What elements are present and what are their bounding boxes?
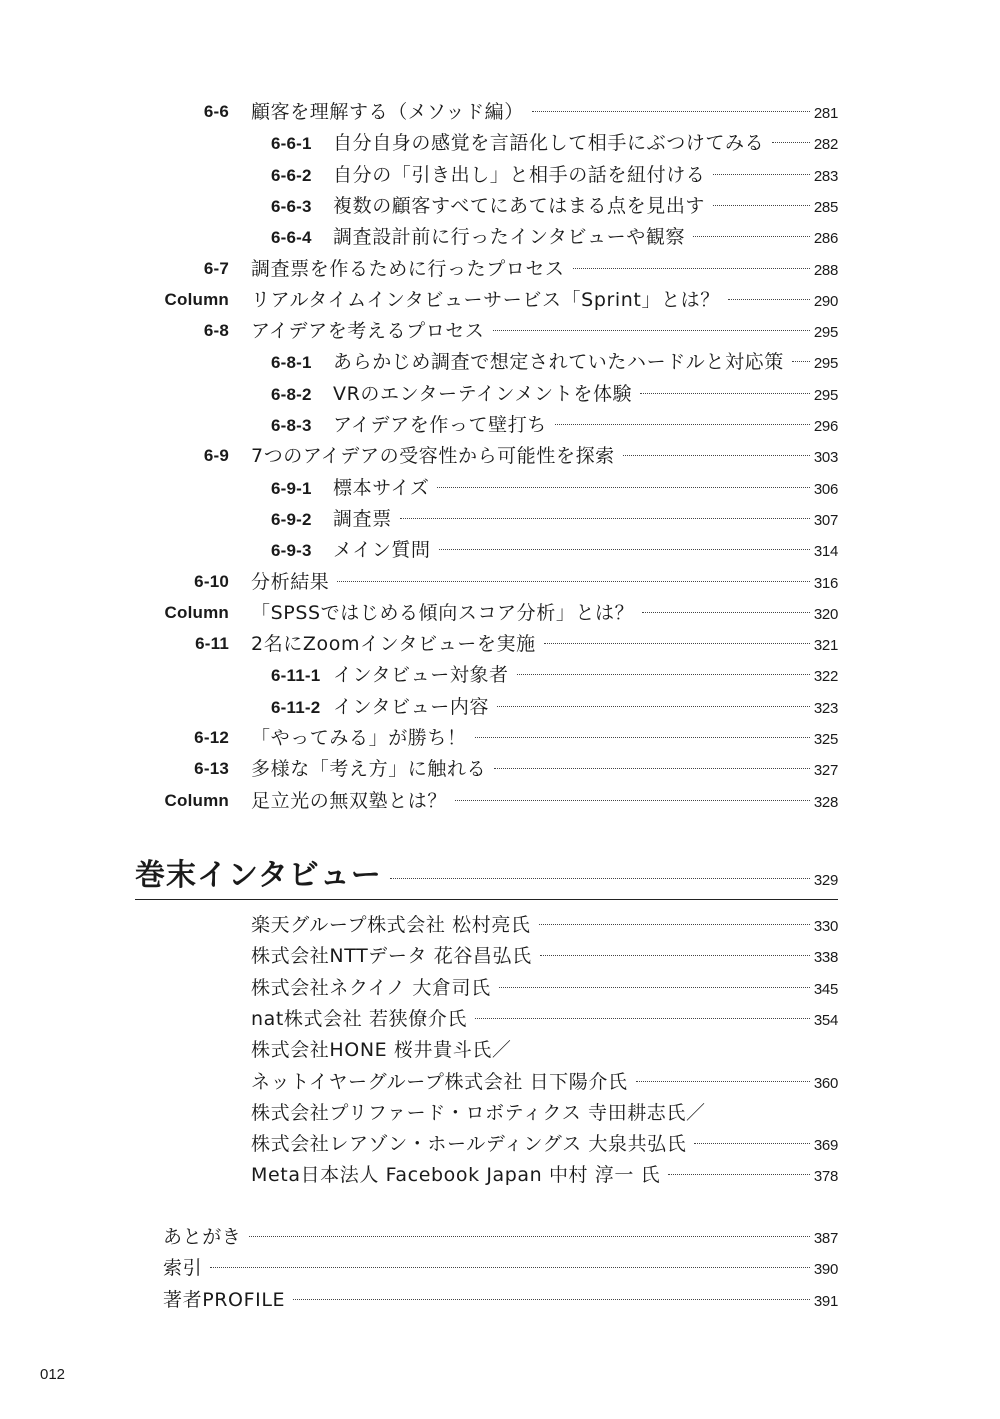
entry-title: 複数の顧客すべてにあてはまる点を見出す xyxy=(333,194,706,217)
section-number: 6-8-2 xyxy=(271,384,312,404)
page-number: 391 xyxy=(813,1292,838,1310)
page-number: 325 xyxy=(813,731,838,748)
toc-entry[interactable] xyxy=(203,254,838,284)
section-number: 6-12 xyxy=(194,728,229,747)
page-number: 345 xyxy=(813,980,838,998)
dot-leader xyxy=(539,924,810,925)
interview-entry[interactable] xyxy=(251,1129,838,1159)
entry-title: 2名にZoomインタビューを実施 xyxy=(251,633,536,656)
toc-entry[interactable] xyxy=(194,567,838,597)
page-number: 378 xyxy=(813,1168,838,1186)
section-number: 6-9-3 xyxy=(271,541,312,561)
section-number: 6-9 xyxy=(203,446,229,466)
section-number: 6-11 xyxy=(195,634,229,654)
dot-leader xyxy=(437,487,809,488)
dot-leader xyxy=(573,268,810,269)
toc-entry[interactable] xyxy=(203,97,838,127)
section-number: 6-7 xyxy=(203,258,229,278)
entry-title: リアルタイムインタビューサービス「Sprint」とは？ xyxy=(251,288,720,311)
dot-leader xyxy=(713,205,810,206)
page-number: 390 xyxy=(813,1261,838,1279)
dot-leader xyxy=(390,878,810,879)
chapter-rule xyxy=(135,899,838,900)
toc-entry[interactable] xyxy=(203,316,838,346)
dot-leader xyxy=(249,1236,809,1237)
dot-leader xyxy=(792,361,810,362)
chapter-title: 巻末インタビュー xyxy=(135,858,382,893)
section-number: 6-9-1 xyxy=(271,478,312,498)
section-number: 6-6-4 xyxy=(271,228,312,248)
toc-subentry[interactable] xyxy=(271,379,838,409)
entry-title: 多様な「考え方」に触れる xyxy=(251,758,487,781)
entry-title: 「SPSSではじめる傾向スコア分析」とは？ xyxy=(251,601,635,624)
entry-title: 自分自身の感覚を言語化して相手にぶつけてみる xyxy=(333,132,765,155)
page-number: 354 xyxy=(813,1011,838,1029)
entry-title: あとがき xyxy=(163,1226,242,1248)
entry-title: 自分の「引き出し」と相手の話を紐付ける xyxy=(333,163,706,186)
page-number: 328 xyxy=(813,793,838,811)
dot-leader xyxy=(337,581,809,582)
entry-title: 株式会社HONE 桜井貴斗氏／ xyxy=(251,1039,512,1062)
dot-leader xyxy=(640,393,810,394)
toc-subentry[interactable] xyxy=(271,410,838,440)
section-number: Column xyxy=(164,602,229,622)
entry-title: アイデアを考えるプロセス xyxy=(251,320,485,343)
page-number: 285 xyxy=(813,198,838,216)
dot-leader xyxy=(772,142,810,143)
toc-entry[interactable] xyxy=(164,598,838,628)
page-number: 286 xyxy=(813,230,838,248)
entry-title: 著者PROFILE xyxy=(163,1288,286,1311)
dot-leader xyxy=(455,800,810,801)
interview-entry[interactable] xyxy=(251,1067,838,1097)
page-number: 329 xyxy=(813,872,838,889)
entry-title: 標本サイズ xyxy=(333,476,430,499)
toc-subentry[interactable] xyxy=(271,191,838,221)
dot-leader xyxy=(642,612,810,613)
back-matter-entry[interactable] xyxy=(163,1285,838,1315)
section-number: 6-11-2 xyxy=(271,697,321,717)
dot-leader xyxy=(693,236,810,237)
section-number: 6-13 xyxy=(194,759,229,779)
entry-title: 足立光の無双塾とは？ xyxy=(251,789,448,812)
dot-leader xyxy=(400,518,810,519)
section-number: Column xyxy=(164,790,229,810)
dot-leader xyxy=(439,549,810,550)
entry-title: Meta日本法人 Facebook Japan 中村 淳一 氏 xyxy=(251,1164,661,1187)
entry-title: VRのエンターテインメントを体験 xyxy=(333,382,633,405)
section-number: 6-8-3 xyxy=(271,416,312,435)
page-number: 295 xyxy=(813,324,838,342)
section-number: 6-6-2 xyxy=(271,165,312,185)
page-number: 288 xyxy=(813,261,838,279)
page-number: 330 xyxy=(813,918,838,935)
toc-entry[interactable] xyxy=(194,754,838,784)
back-matter-entry[interactable] xyxy=(163,1222,838,1252)
page-number: 295 xyxy=(813,355,838,373)
toc-entry[interactable] xyxy=(164,786,838,816)
entry-title: 「やってみる」が勝ち！ xyxy=(251,727,467,749)
toc-subentry[interactable] xyxy=(271,222,838,252)
page-number: 283 xyxy=(813,167,838,185)
page-number: 369 xyxy=(813,1137,838,1155)
entry-title: 7つのアイデアの受容性から可能性を探索 xyxy=(251,445,615,468)
dot-leader xyxy=(555,424,810,425)
page-number: 327 xyxy=(813,762,838,780)
page-number: 282 xyxy=(813,136,838,154)
dot-leader xyxy=(517,674,810,675)
chapter-heading[interactable] xyxy=(135,856,838,896)
toc-entry[interactable] xyxy=(195,629,838,659)
dot-leader xyxy=(728,299,810,300)
interview-entry[interactable] xyxy=(251,1035,838,1065)
entry-title: 株式会社ネクイノ 大倉司氏 xyxy=(251,976,491,999)
dot-leader xyxy=(544,643,810,644)
dot-leader xyxy=(494,768,810,769)
page-number: 306 xyxy=(813,480,838,498)
back-matter-entry[interactable] xyxy=(163,1253,838,1283)
interview-entry[interactable] xyxy=(251,1004,838,1034)
section-number: 6-6 xyxy=(203,102,229,121)
section-number: 6-6-3 xyxy=(271,196,312,216)
entry-title: 調査票を作るために行ったプロセス xyxy=(251,257,565,280)
section-number: 6-6-1 xyxy=(271,134,312,154)
page-number: 281 xyxy=(813,105,838,122)
toc-subentry[interactable] xyxy=(271,473,838,503)
page-number: 296 xyxy=(813,418,838,435)
entry-title: nat株式会社 若狭僚介氏 xyxy=(251,1007,467,1030)
toc-subentry[interactable] xyxy=(271,347,838,377)
toc-subentry[interactable] xyxy=(271,160,838,190)
dot-leader xyxy=(540,955,810,956)
page-number: 290 xyxy=(813,292,838,310)
entry-title: アイデアを作って壁打ち xyxy=(333,414,547,436)
entry-title: ネットイヤーグループ株式会社 日下陽介氏 xyxy=(251,1070,628,1093)
toc-entry[interactable] xyxy=(164,285,838,315)
entry-title: 顧客を理解する（メソッド編） xyxy=(251,101,524,123)
entry-title: インタビュー内容 xyxy=(333,695,490,718)
entry-title: 楽天グループ株式会社 松村亮氏 xyxy=(251,914,531,936)
entry-title: 株式会社レアゾン・ホールディングス 大泉共弘氏 xyxy=(251,1133,687,1156)
entry-title: あらかじめ調査で想定されていたハードルと対応策 xyxy=(333,351,784,374)
dot-leader xyxy=(497,706,810,707)
entry-title: 株式会社プリファード・ロボティクス 寺田耕志氏／ xyxy=(251,1101,706,1124)
dot-leader xyxy=(499,987,810,988)
page-number: 321 xyxy=(813,637,838,655)
section-number: 6-9-2 xyxy=(271,509,312,529)
entry-title: インタビュー対象者 xyxy=(333,664,509,687)
entry-title: メイン質問 xyxy=(333,539,431,562)
dot-leader xyxy=(293,1299,810,1300)
page-number: 303 xyxy=(813,449,838,467)
toc-subentry[interactable] xyxy=(271,504,838,534)
dot-leader xyxy=(475,737,810,738)
page-number: 338 xyxy=(813,949,838,967)
dot-leader xyxy=(694,1143,809,1144)
entry-title: 分析結果 xyxy=(251,570,330,593)
dot-leader xyxy=(532,111,810,112)
dot-leader xyxy=(475,1018,810,1019)
entry-title: 索引 xyxy=(163,1257,203,1280)
interview-entry[interactable] xyxy=(251,1160,838,1190)
page-number: 322 xyxy=(813,668,838,686)
section-number: 6-10 xyxy=(194,571,229,591)
page-number: 323 xyxy=(813,699,838,717)
interview-entry[interactable] xyxy=(251,910,838,940)
section-number: Column xyxy=(164,289,229,309)
page-number: 360 xyxy=(813,1074,838,1092)
section-number: 6-11-1 xyxy=(271,666,321,686)
page-number: 387 xyxy=(813,1230,838,1247)
page-folio: 012 xyxy=(40,1366,66,1383)
page-number: 314 xyxy=(813,543,838,561)
dot-leader xyxy=(668,1174,810,1175)
entry-title: 調査票 xyxy=(333,507,392,530)
interview-entry[interactable] xyxy=(251,973,838,1003)
toc-entry[interactable] xyxy=(203,441,838,471)
dot-leader xyxy=(623,455,810,456)
interview-entry[interactable] xyxy=(251,1098,838,1128)
dot-leader xyxy=(713,174,809,175)
dot-leader xyxy=(636,1081,810,1082)
entry-title: 株式会社NTTデータ 花谷昌弘氏 xyxy=(251,945,532,968)
section-number: 6-8-1 xyxy=(271,353,312,373)
page-number: 320 xyxy=(813,605,838,623)
toc-subentry[interactable] xyxy=(271,660,838,690)
toc-subentry[interactable] xyxy=(271,535,838,565)
page-number: 307 xyxy=(813,511,838,529)
dot-leader xyxy=(210,1267,810,1268)
toc-subentry[interactable] xyxy=(271,128,838,158)
page-number: 316 xyxy=(813,574,838,592)
page-number: 295 xyxy=(813,386,838,404)
section-number: 6-8 xyxy=(203,321,229,341)
toc-subentry[interactable] xyxy=(271,692,838,722)
entry-title: 調査設計前に行ったインタビューや観察 xyxy=(333,226,686,249)
toc-entry[interactable] xyxy=(194,723,838,753)
interview-entry[interactable] xyxy=(251,941,838,971)
dot-leader xyxy=(493,330,810,331)
